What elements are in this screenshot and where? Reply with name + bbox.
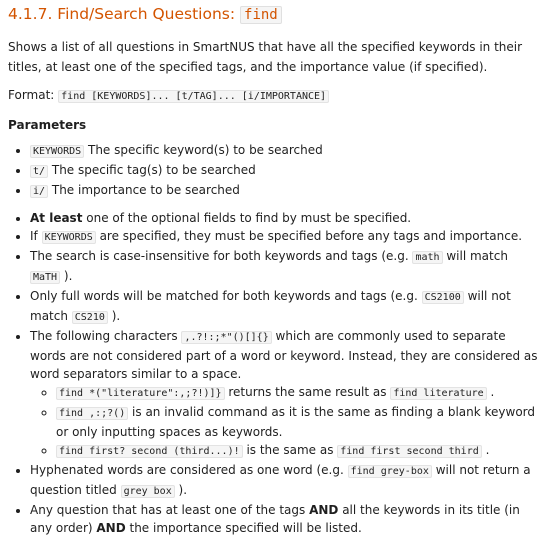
example-text: . [486,385,495,399]
note-text: ). [174,483,188,497]
note-text: The search is case-insensitive for both keywords and tags (e.g. [30,249,413,263]
example-code: find first? second (third...)! [56,445,243,458]
example-text: is an invalid command as it is the same as finding a blank keyword or only inputting spaces as keywords. [56,405,536,439]
parameters-list [8,141,540,201]
note-code: CS210 [72,311,108,324]
example-item [56,383,540,403]
parameter-code: KEYWORDS [30,145,84,158]
intro-paragraph: Shows a list of all questions in SmartNUS that have all the specified keywords in their titles, at least one of the specified tags, and the importance value (if specified). [8,40,523,74]
section-heading-text: 4.1.7. Find/Search Questions: [8,5,241,23]
parameter-code: i/ [30,185,48,198]
note-text: the importance specified will be listed. [125,521,362,535]
note-code: math [412,251,442,264]
note-item [30,461,540,501]
note-text: which are commonly used to separate words are not considered part of a word or keyword. Instead, they are considered as word separators similar to a space. [30,329,538,381]
note-code: find grey-box [348,465,432,478]
example-text: is the same as [242,443,338,457]
note-item [30,209,540,227]
note-text: all the keywords in its title (in any order) [30,503,520,535]
section-heading-code: find [240,6,282,24]
note-item [30,287,540,327]
note-item [30,327,540,461]
note-text: will not return a question titled [30,463,531,497]
format-line [8,85,540,107]
note-text: will match [442,249,508,263]
parameter-desc: The specific tag(s) to be searched [48,163,256,177]
example-code: find ,:;?() [56,407,128,420]
parameter-code: t/ [30,165,48,178]
note-text: Hyphenated words are considered as one word (e.g. [30,463,348,477]
example-text: returns the same result as [224,385,391,399]
note-code: ,.?!:;*"()[]{} [181,331,271,344]
example-code: find first second third [337,445,481,458]
note-item [30,227,540,247]
example-code: find *("literature":,;?!)]} [56,387,225,400]
note-text: If [30,229,42,243]
note-text: will not match [30,289,511,323]
parameters-heading: Parameters [8,118,87,132]
section-heading [8,4,540,25]
note-text: one of the optional fields to find by must be specified. [82,211,412,225]
note-text: The following characters [30,329,182,343]
note-code: grey box [121,485,175,498]
note-bold: AND [96,521,126,535]
note-code: CS2100 [422,291,464,304]
example-item [56,441,540,461]
note-text: Any question that has at least one of the tags [30,503,310,517]
note-text: are specified, they must be specified before any tags and importance. [95,229,523,243]
example-text: . [481,443,490,457]
note-item [30,501,540,537]
note-item [30,247,540,287]
parameter-desc: The importance to be searched [48,183,240,197]
note-bold: AND [309,503,339,517]
parameter-desc: The specific keyword(s) to be searched [84,143,323,157]
notes-list [8,209,540,537]
format-label: Format: [8,88,59,102]
note-code: KEYWORDS [42,231,96,244]
parameter-item [30,161,540,181]
parameter-item [30,181,540,201]
note-bold: At least [30,211,83,225]
note-text: Only full words will be matched for both keywords and tags (e.g. [30,289,422,303]
parameter-item [30,141,540,161]
example-item [56,403,540,441]
note-text: ). [60,269,73,283]
format-code: find [KEYWORDS]... [t/TAG]... [i/IMPORTANCE] [58,90,329,103]
separator-examples [30,383,540,461]
note-text: ). [107,309,121,323]
note-code: MaTH [30,271,60,284]
example-code: find literature [390,387,486,400]
